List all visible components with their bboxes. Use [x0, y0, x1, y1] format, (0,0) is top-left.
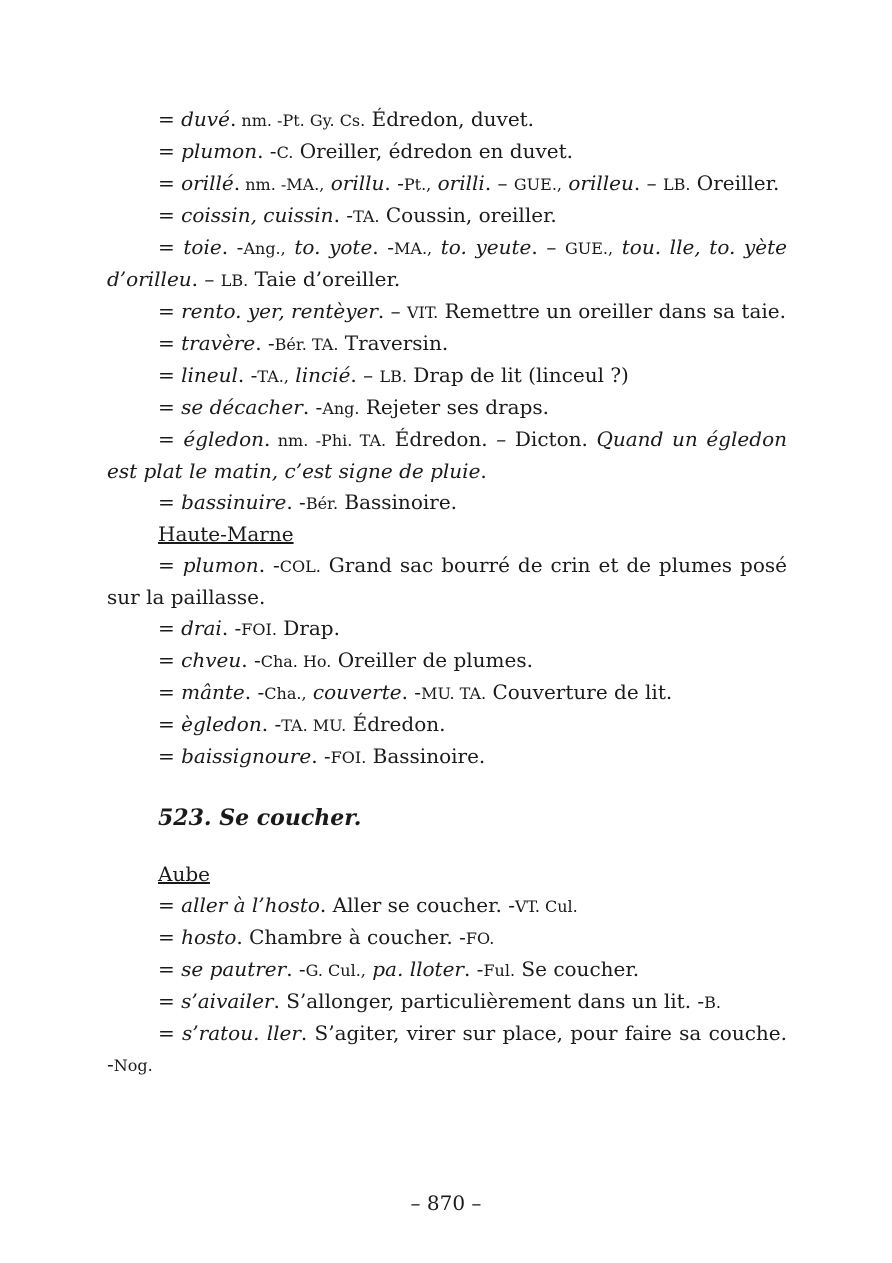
entry-text: Rejeter ses draps.: [359, 395, 550, 419]
entry-text: .: [233, 171, 241, 195]
dictionary-entry: [107, 741, 787, 773]
dictionary-entry: [107, 232, 787, 296]
entry-text: =: [158, 139, 182, 163]
locality-abbrev: LB.: [379, 367, 407, 386]
entry-text: . Aller se coucher. -: [319, 893, 515, 917]
dictionary-entry: [107, 136, 787, 168]
dialect-term: baissignoure: [181, 744, 312, 768]
dialect-term: couverte: [312, 680, 402, 704]
dialect-term: plumon: [182, 553, 259, 577]
entry-text: . -: [257, 139, 277, 163]
page-body: [107, 104, 787, 1081]
locality-abbrev: GUE.,: [513, 175, 563, 194]
locality-abbrev: FOI.: [241, 620, 277, 639]
dialect-term: toie: [183, 235, 222, 259]
dialect-term: se décacher: [181, 395, 303, 419]
entry-text: . -: [463, 957, 484, 981]
dialect-term: bassinuire: [181, 490, 287, 514]
entry-text: Drap.: [276, 616, 340, 640]
entry-text: =: [158, 957, 182, 981]
entry-text: . -: [241, 648, 261, 672]
section-title: 523. Se coucher.: [158, 805, 362, 831]
dialect-term: se pautrer: [181, 957, 287, 981]
dialect-term: travère: [181, 331, 256, 355]
dictionary-entry: [107, 328, 787, 360]
dictionary-entry: [107, 200, 787, 232]
entry-text: Remettre un oreiller dans sa taie.: [438, 299, 786, 323]
entries-block-1: [107, 104, 787, 773]
entry-text: =: [158, 553, 183, 577]
entry-text: =: [158, 363, 182, 387]
dialect-term: hosto: [181, 925, 237, 949]
entry-text: . -: [311, 744, 331, 768]
locality-abbrev: nm. -MA.,: [240, 175, 325, 194]
page-number: – 870 –: [410, 1191, 482, 1215]
dialect-term: plumon: [181, 139, 258, 163]
dictionary-entry: [107, 677, 787, 709]
dialect-term: orillé: [181, 171, 234, 195]
entry-text: . -: [255, 331, 275, 355]
dictionary-entry: [107, 645, 787, 677]
region-heading-text: Haute-Marne: [158, 522, 294, 546]
dictionary-entry: [107, 1018, 787, 1081]
entry-text: . S’agiter, virer sur place, pour faire sa couche. -: [107, 1021, 788, 1076]
locality-abbrev: Ful.: [483, 961, 516, 980]
entry-text: [432, 235, 441, 259]
entry-text: . -: [384, 171, 404, 195]
dictionary-entry: [107, 104, 787, 136]
entry-text: =: [158, 107, 182, 131]
entry-text: Grand sac bourré de crin et de plumes posé sur la paillasse.: [107, 553, 787, 609]
locality-abbrev: B.: [704, 993, 722, 1012]
locality-abbrev: VT. Cul.: [514, 897, 578, 916]
dialect-term: tou. lle, to. yète d’orilleu: [107, 235, 787, 291]
entry-text: =: [158, 680, 182, 704]
locality-abbrev: Cha. Ho.: [260, 652, 332, 671]
locality-abbrev: VIT.: [406, 303, 439, 322]
entry-text: . –: [633, 171, 663, 195]
entry-text: Oreiller de plumes.: [331, 648, 533, 672]
entry-text: . –: [377, 299, 407, 323]
entry-text: =: [158, 712, 182, 736]
entry-text: . –: [484, 171, 514, 195]
entry-text: . –: [350, 363, 380, 387]
entry-text: =: [158, 989, 182, 1013]
locality-abbrev: LB.: [220, 271, 249, 290]
dialect-term: to. yeute: [440, 235, 532, 259]
dialect-term: égledon: [183, 427, 264, 451]
dialect-term: orillu: [330, 171, 385, 195]
dictionary-entry: [107, 613, 787, 645]
dialect-term: rento. yer, rentèyer: [181, 299, 378, 323]
entry-text: Traversin.: [338, 331, 449, 355]
dictionary-entry: [107, 487, 787, 519]
entry-text: Drap de lit (linceul ?): [406, 363, 629, 387]
locality-abbrev: Bér.: [305, 494, 339, 513]
entry-text: .: [229, 107, 237, 131]
locality-abbrev: Nog.: [113, 1056, 153, 1075]
entry-text: =: [158, 1021, 183, 1045]
entry-text: =: [158, 490, 182, 514]
entry-text: =: [158, 648, 182, 672]
entry-text: . -: [286, 957, 306, 981]
dictionary-entry: [107, 392, 787, 424]
entry-text: Bassinoire.: [366, 744, 486, 768]
dialect-term: lineul: [181, 363, 238, 387]
entry-text: Se coucher.: [515, 957, 640, 981]
locality-abbrev: MA.,: [394, 239, 433, 258]
locality-abbrev: LB.: [662, 175, 691, 194]
dialect-term: ègledon: [181, 712, 262, 736]
entry-text: . –: [191, 267, 221, 291]
entry-text: =: [158, 427, 184, 451]
dictionary-entry: [107, 360, 787, 392]
dialect-term: to. yote: [294, 235, 373, 259]
entry-text: =: [158, 925, 182, 949]
entry-text: . -: [221, 235, 244, 259]
entry-text: =: [158, 395, 182, 419]
dictionary-entry: [107, 954, 787, 986]
dictionary-entry: [107, 296, 787, 328]
dictionary-entry: [107, 986, 787, 1018]
entry-text: Oreiller, édredon en duvet.: [293, 139, 574, 163]
dictionary-entry: [107, 424, 787, 487]
locality-abbrev: Bér. TA.: [274, 335, 339, 354]
entry-text: . –: [531, 235, 565, 259]
locality-abbrev: nm. -Phi. TA.: [270, 431, 387, 450]
entry-text: . -: [258, 553, 280, 577]
locality-abbrev: TA. MU.: [281, 716, 347, 735]
entry-text: =: [158, 744, 182, 768]
dialect-term: aller à l’hosto: [181, 893, 320, 917]
entry-text: Taie d’oreiller.: [248, 267, 401, 291]
locality-abbrev: Pt.,: [403, 175, 432, 194]
dialect-term: drai: [181, 616, 222, 640]
entry-text: . -: [401, 680, 422, 704]
dialect-term: duvé: [181, 107, 230, 131]
entry-text: . S’allonger, particulièrement dans un lit. -: [273, 989, 705, 1013]
dialect-term: orilli: [437, 171, 485, 195]
entry-text: Édredon. – Dicton.: [386, 427, 597, 451]
locality-abbrev: nm. -Pt. Gy. Cs.: [236, 111, 366, 130]
entry-text: . -: [244, 680, 265, 704]
entry-text: Oreiller.: [690, 171, 780, 195]
entry-text: Édredon, duvet.: [365, 107, 535, 131]
locality-abbrev: Ang.: [322, 399, 360, 418]
locality-abbrev: FOI.: [330, 748, 367, 767]
entry-text: . -: [286, 490, 306, 514]
entry-text: . -: [372, 235, 395, 259]
entry-text: . -: [333, 203, 354, 227]
dialect-term: mânte: [181, 680, 245, 704]
dictionary-entry: [107, 890, 787, 922]
dialect-term: orilleu: [568, 171, 634, 195]
entry-text: .: [480, 459, 487, 483]
entry-text: . -: [237, 363, 258, 387]
locality-abbrev: C.: [276, 143, 294, 162]
dialect-term: Quand un égledon est plat le matin, c’est signe de pluie: [107, 427, 787, 483]
locality-abbrev: G. Cul.,: [305, 961, 366, 980]
dictionary-entry: [107, 168, 787, 200]
region-heading-text: Aube: [158, 862, 210, 886]
dialect-term: s’ratou. ller: [182, 1021, 301, 1045]
entry-text: =: [158, 331, 182, 355]
dictionary-entry: [107, 709, 787, 741]
locality-abbrev: TA.: [353, 207, 380, 226]
entry-text: =: [158, 616, 182, 640]
locality-abbrev: Ang.,: [243, 239, 286, 258]
dialect-term: chveu: [181, 648, 242, 672]
entry-text: Bassinoire.: [338, 490, 458, 514]
locality-abbrev: COL.: [279, 557, 321, 576]
entry-text: =: [158, 203, 182, 227]
locality-abbrev: MU. TA.: [421, 684, 487, 703]
region-heading: [158, 519, 787, 550]
locality-abbrev: TA.,: [257, 367, 289, 386]
entry-text: . -: [221, 616, 242, 640]
region-heading: [158, 859, 787, 890]
entry-text: =: [158, 893, 182, 917]
locality-abbrev: Cha.,: [264, 684, 307, 703]
dialect-term: pa. lloter: [372, 957, 464, 981]
entry-text: . -: [261, 712, 282, 736]
entry-text: . Chambre à coucher. -: [236, 925, 466, 949]
entry-text: Couverture de lit.: [486, 680, 673, 704]
spacer: [107, 833, 787, 859]
dialect-term: s’aivailer: [181, 989, 274, 1013]
locality-abbrev: GUE.,: [564, 239, 614, 258]
entry-text: =: [158, 171, 182, 195]
entry-text: Édredon.: [346, 712, 446, 736]
entry-text: =: [158, 299, 182, 323]
dialect-term: coissin, cuissin: [181, 203, 334, 227]
dialect-term: lincié: [295, 363, 351, 387]
entry-text: Coussin, oreiller.: [379, 203, 557, 227]
dictionary-entry: [107, 550, 787, 613]
entry-text: =: [158, 235, 184, 259]
entry-text: [613, 235, 622, 259]
entries-block-2: [107, 859, 787, 1081]
locality-abbrev: FO.: [465, 929, 495, 948]
entry-text: .: [264, 427, 271, 451]
entry-text: . -: [302, 395, 323, 419]
dictionary-entry: [107, 922, 787, 954]
